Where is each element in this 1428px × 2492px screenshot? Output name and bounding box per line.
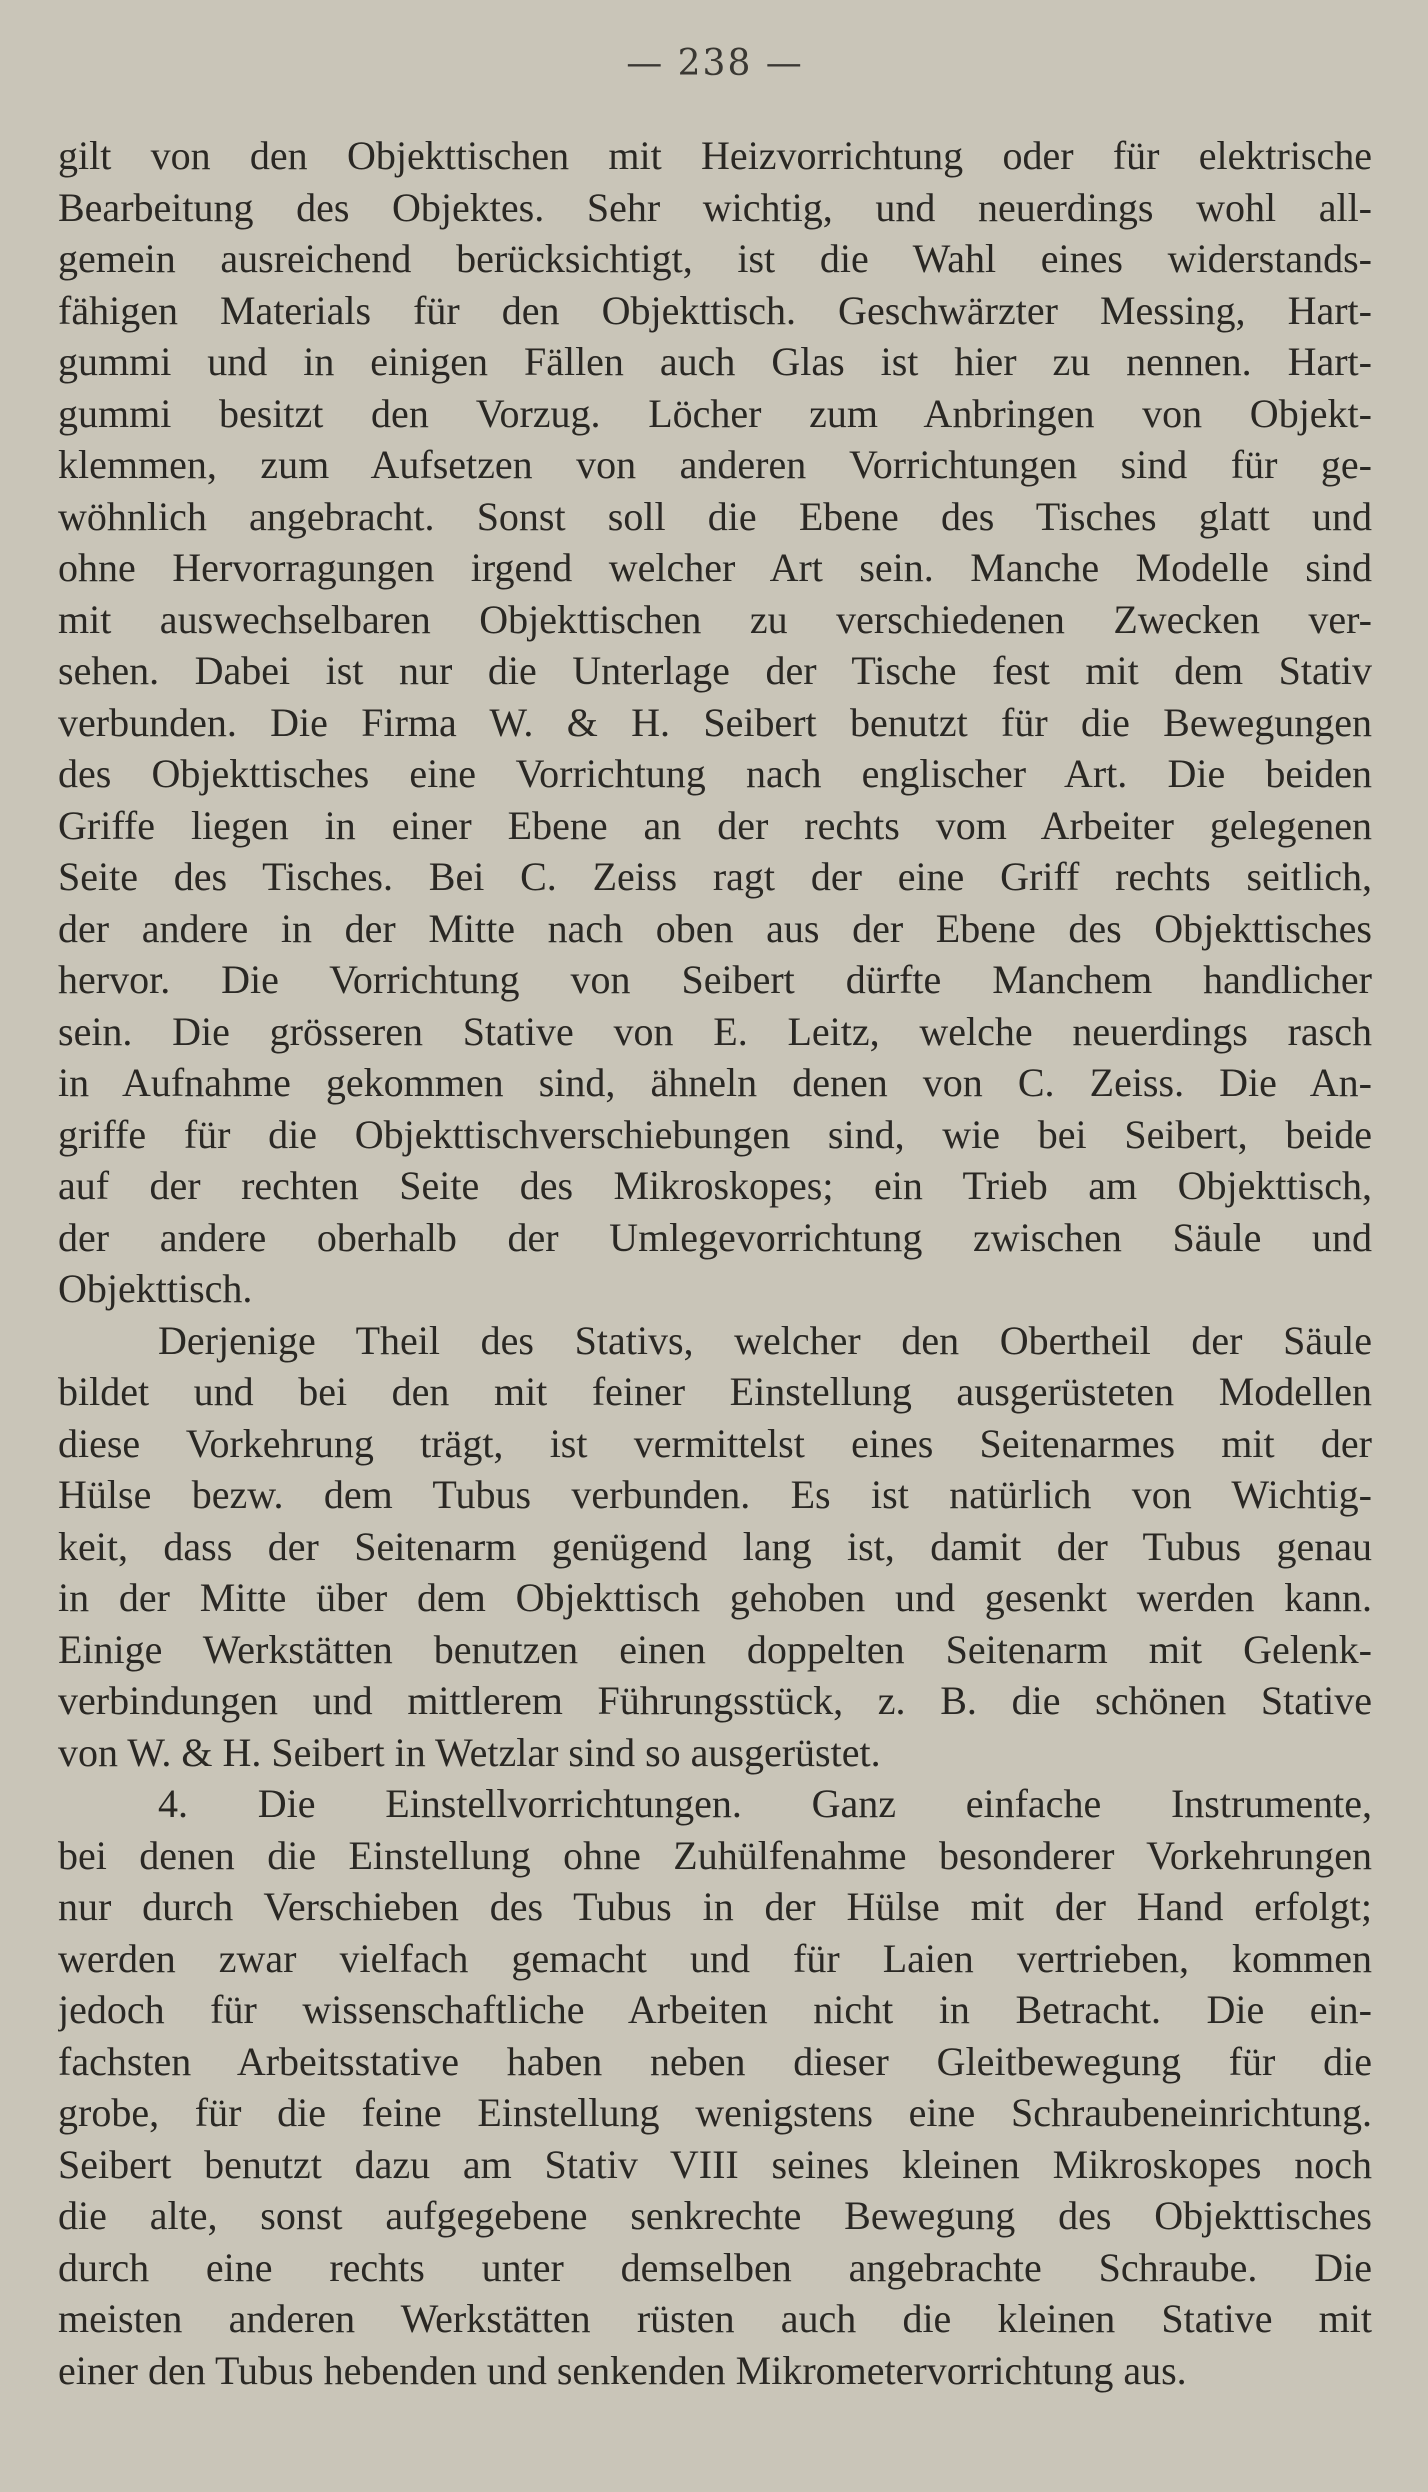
text-line: fachsten Arbeitsstative haben neben dieser Gleitbewegung für die bbox=[58, 2038, 1372, 2084]
body-text bbox=[58, 130, 1372, 2396]
text-line: Griffe liegen in einer Ebene an der rechts vom Arbeiter gelegenen bbox=[58, 802, 1372, 848]
text-line: 4. Die Einstellvorrichtungen. Ganz einfache Instrumente, bbox=[158, 1781, 1372, 1826]
text-line: in Aufnahme gekommen sind, ähneln denen von C. Zeiss. Die An- bbox=[58, 1060, 1372, 1105]
text-line: Objekttisch. bbox=[58, 1266, 253, 1311]
text-line: hervor. Die Vorrichtung von Seibert dürfte Manchem handlicher bbox=[58, 957, 1372, 1002]
text-line: fähigen Materials für den Objekttisch. Geschwärzter Messing, Hart- bbox=[58, 287, 1372, 333]
text-line: gummi und in einigen Fällen auch Glas ist hier zu nennen. Hart- bbox=[58, 339, 1372, 384]
text-line: der andere in der Mitte nach oben aus der Ebene des Objekttisches bbox=[58, 905, 1372, 951]
text-line: werden zwar vielfach gemacht und für Laien vertrieben, kommen bbox=[58, 1935, 1372, 1981]
text-line: klemmen, zum Aufsetzen von anderen Vorrichtungen sind für ge- bbox=[58, 442, 1372, 487]
text-line: gemein ausreichend berücksichtigt, ist die Wahl eines widerstands- bbox=[58, 236, 1372, 281]
paragraph bbox=[58, 1315, 1372, 1779]
text-line: der andere oberhalb der Umlegevorrichtung zwischen Säule und bbox=[58, 1214, 1372, 1260]
text-line: Derjenige Theil des Stativs, welcher den Obertheil der Säule bbox=[158, 1317, 1372, 1363]
paragraph bbox=[58, 1778, 1372, 2396]
text-line: die alte, sonst aufgegebene senkrechte Bewegung des Objekttisches bbox=[58, 2193, 1372, 2238]
text-line: auf der rechten Seite des Mikroskopes; ein Trieb am Objekttisch, bbox=[58, 1163, 1372, 1208]
text-line: meisten anderen Werkstätten rüsten auch die kleinen Stative mit bbox=[58, 2296, 1372, 2341]
text-line: griffe für die Objekttischverschiebungen sind, wie bei Seibert, beide bbox=[58, 1111, 1372, 1157]
paragraph bbox=[58, 130, 1372, 1315]
text-line: verbunden. Die Firma W. & H. Seibert benutzt für die Bewegungen bbox=[58, 699, 1372, 745]
text-line: diese Vorkehrung trägt, ist vermittelst eines Seitenarmes mit der bbox=[58, 1420, 1372, 1466]
text-line: jedoch für wissenschaftliche Arbeiten nicht in Betracht. Die ein- bbox=[58, 1987, 1372, 2032]
text-line: in der Mitte über dem Objekttisch gehoben und gesenkt werden kann. bbox=[58, 1575, 1372, 1620]
text-line: Bearbeitung des Objektes. Sehr wichtig, und neuerdings wohl all- bbox=[58, 184, 1372, 230]
text-line: nur durch Verschieben des Tubus in der Hülse mit der Hand erfolgt; bbox=[58, 1884, 1372, 1929]
text-line: sein. Die grösseren Stative von E. Leitz, welche neuerdings rasch bbox=[58, 1008, 1372, 1054]
text-line: keit, dass der Seitenarm genügend lang ist, damit der Tubus genau bbox=[58, 1523, 1372, 1569]
text-line: durch eine rechts unter demselben angebrachte Schraube. Die bbox=[58, 2244, 1372, 2290]
text-line: Seite des Tisches. Bei C. Zeiss ragt der eine Griff rechts seitlich, bbox=[58, 854, 1372, 899]
text-line: gilt von den Objekttischen mit Heizvorrichtung oder für elektrische bbox=[58, 133, 1372, 178]
text-line: verbindungen und mittlerem Führungsstück, z. B. die schönen Stative bbox=[58, 1678, 1372, 1723]
page-number: — 238 — bbox=[626, 43, 804, 84]
text-line: von W. & H. Seibert in Wetzlar sind so ausgerüstet. bbox=[58, 1729, 881, 1775]
text-line: bildet und bei den mit feiner Einstellung ausgerüsteten Modellen bbox=[58, 1369, 1372, 1414]
text-line: bei denen die Einstellung ohne Zuhülfenahme besonderer Vorkehrungen bbox=[58, 1832, 1372, 1878]
text-line: gummi besitzt den Vorzug. Löcher zum Anbringen von Objekt- bbox=[58, 390, 1372, 436]
text-line: ohne Hervorragungen irgend welcher Art sein. Manche Modelle sind bbox=[58, 545, 1372, 590]
text-line: des Objekttisches eine Vorrichtung nach englischer Art. Die beiden bbox=[58, 751, 1372, 796]
text-line: Seibert benutzt dazu am Stativ VIII seines kleinen Mikroskopes noch bbox=[58, 2141, 1372, 2187]
text-line: mit auswechselbaren Objekttischen zu verschiedenen Zwecken ver- bbox=[58, 596, 1372, 642]
text-line: Einige Werkstätten benutzen einen doppelten Seitenarm mit Gelenk- bbox=[58, 1626, 1372, 1672]
text-line: grobe, für die feine Einstellung wenigstens eine Schraubeneinrichtung. bbox=[58, 2090, 1372, 2135]
text-line: einer den Tubus hebenden und senkenden Mikrometervorrichtung aus. bbox=[58, 2347, 1187, 2393]
text-line: wöhnlich angebracht. Sonst soll die Ebene des Tisches glatt und bbox=[58, 493, 1372, 539]
text-line: Hülse bezw. dem Tubus verbunden. Es ist natürlich von Wichtig- bbox=[58, 1472, 1372, 1517]
text-line: sehen. Dabei ist nur die Unterlage der Tische fest mit dem Stativ bbox=[58, 648, 1372, 693]
